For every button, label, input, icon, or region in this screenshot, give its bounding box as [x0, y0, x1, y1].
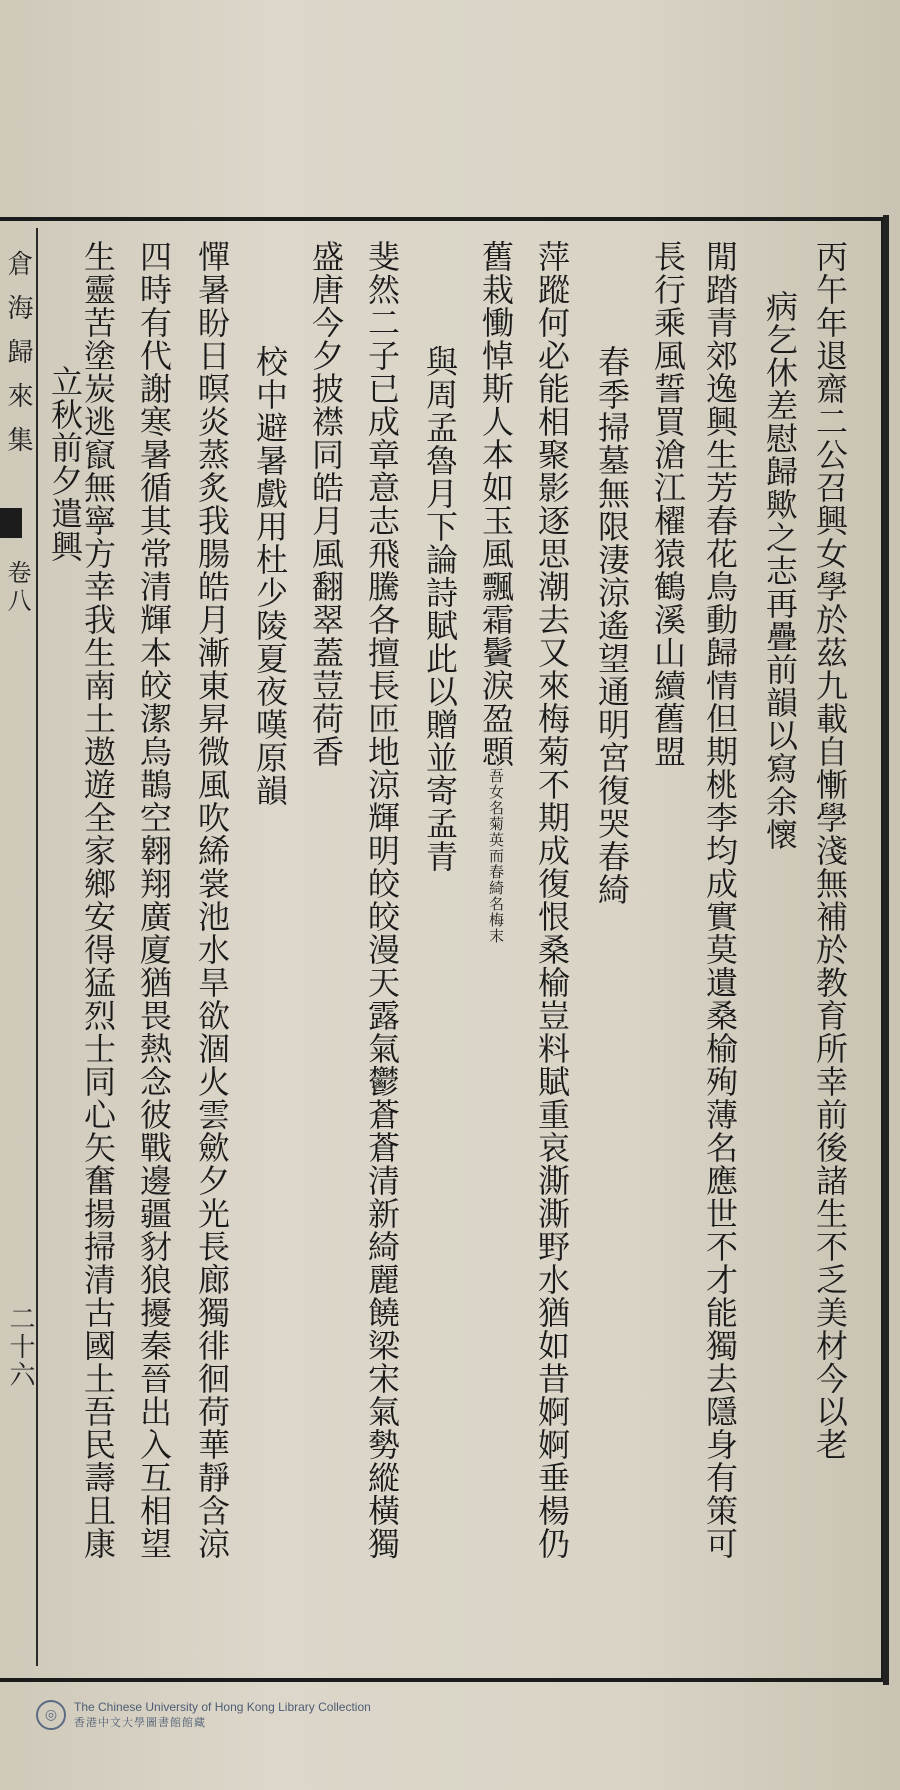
text-column-10: 盛唐今夕披襟同皓月風翻翠蓋荳荷香	[307, 240, 345, 768]
text-column-11: 校中避暑戲用杜少陵夏夜嘆原韻	[251, 345, 289, 807]
text-column-14: 生靈苦塗炭逃竄無寧方幸我生南土遨遊全家鄉安得猛烈士同心矢奮揚掃清古國土吾民壽且康	[79, 240, 117, 1560]
text-column-5: 春季掃墓無限淒涼遙望通明宮復哭春綺	[593, 345, 631, 906]
text-column-9: 斐然二子已成章意志飛騰各擅長匝地涼輝明皎皎漫天露氣鬱蒼蒼清新綺麗饒梁宋氣勢縱橫獨	[363, 240, 401, 1560]
text-column-6: 萍蹤何必能相聚影逐思潮去又來梅菊不期成復恨桑榆豈料賦重哀澌澌野水猶如昔婀婀垂楊仍	[533, 240, 571, 1560]
volume-label: 卷八	[3, 560, 31, 616]
column-7-note: 吾女名菊英而春綺名梅末	[487, 768, 505, 944]
fishtail-mark	[0, 508, 22, 538]
page-number: 二十六	[5, 1305, 35, 1389]
text-column-12: 憚暑盼日暝炎蒸炙我腸皓月漸東昇微風吹絺裳池水旱欲涸火雲歛夕光長廊獨徘徊荷華靜含涼	[193, 240, 231, 1560]
collection-english: The Chinese University of Hong Kong Library Collection	[74, 1700, 371, 1714]
text-column-4: 長行乘風誓買滄江櫂猿鶴溪山續舊盟	[649, 240, 687, 768]
library-logo-icon: ◎	[36, 1700, 66, 1730]
library-watermark	[36, 1700, 371, 1730]
text-column-1: 丙午年退齋二公召興女學於茲九載自慚學淺無補於教育所幸前後諸生不乏美材今以老	[811, 240, 849, 1461]
right-border-bar	[883, 215, 889, 1685]
column-7-main: 舊栽慟悼斯人本如玉風飄霜鬢淚盈顋	[477, 240, 515, 768]
text-column-3: 閒踏青郊逸興生芳春花鳥動歸情但期桃李均成實莫遺桑榆殉薄名應世不才能獨去隱身有策可	[701, 240, 739, 1560]
book-title: 倉海歸來集	[3, 250, 33, 470]
text-column-8: 與周孟魯月下論詩賦此以贈並寄孟青	[421, 345, 459, 873]
text-column-7	[476, 240, 516, 980]
collection-chinese: 香港中文大學圖書館館藏	[74, 1716, 206, 1729]
text-column-13: 四時有代謝寒暑循其常清輝本皎潔烏鵲空翱翔廣廈猶畏熱念彼戰邊疆豺狼擾秦晉出入互相望	[135, 240, 173, 1560]
text-column-15: 立秋前夕遣興	[46, 365, 84, 563]
text-column-2: 病乞休差慰歸歟之志再疊前韻以寫余懷	[761, 290, 799, 851]
